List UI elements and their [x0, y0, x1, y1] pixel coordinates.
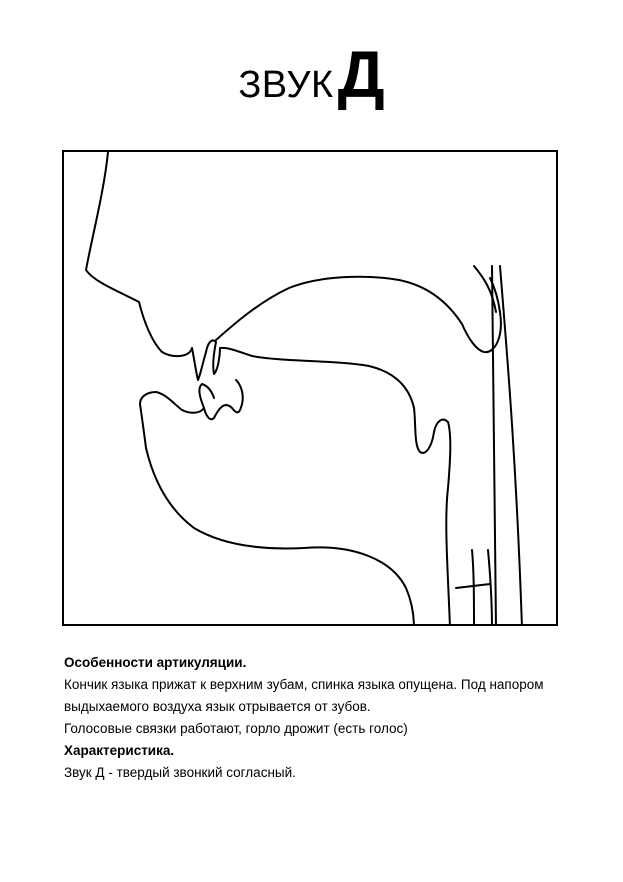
characteristic-line-1: Звук Д - твердый звонкий согласный. — [64, 765, 296, 780]
lower-tooth — [204, 380, 243, 419]
articulation-diagram-frame — [62, 150, 558, 626]
lower-lip — [140, 384, 214, 448]
title-word: ЗВУК — [238, 64, 334, 106]
hard-palate — [216, 277, 501, 352]
pharynx-wall-left — [492, 266, 496, 626]
pharynx-wall-right — [500, 266, 522, 626]
articulation-line-1: Кончик языка прижат к верхним зубам, спинка языка опущена. Под напором — [64, 677, 544, 692]
title-letter: Д — [337, 37, 385, 111]
description-block — [64, 652, 604, 784]
larynx-line-right — [488, 550, 492, 626]
articulation-heading: Особенности артикуляции. — [64, 655, 247, 670]
face-profile-upper — [86, 152, 206, 380]
articulation-line-3: Голосовые связки работают, горло дрожит (есть голос) — [64, 721, 408, 736]
articulation-diagram — [64, 152, 558, 626]
chin-jaw — [146, 448, 414, 626]
upper-tooth — [206, 340, 220, 374]
characteristic-heading: Характеристика. — [64, 743, 175, 758]
articulation-line-2: выдыхаемого воздуха язык отрывается от зубов. — [64, 699, 371, 714]
larynx-line-left — [472, 550, 474, 626]
page-title — [0, 36, 623, 112]
tongue-surface — [220, 348, 450, 626]
